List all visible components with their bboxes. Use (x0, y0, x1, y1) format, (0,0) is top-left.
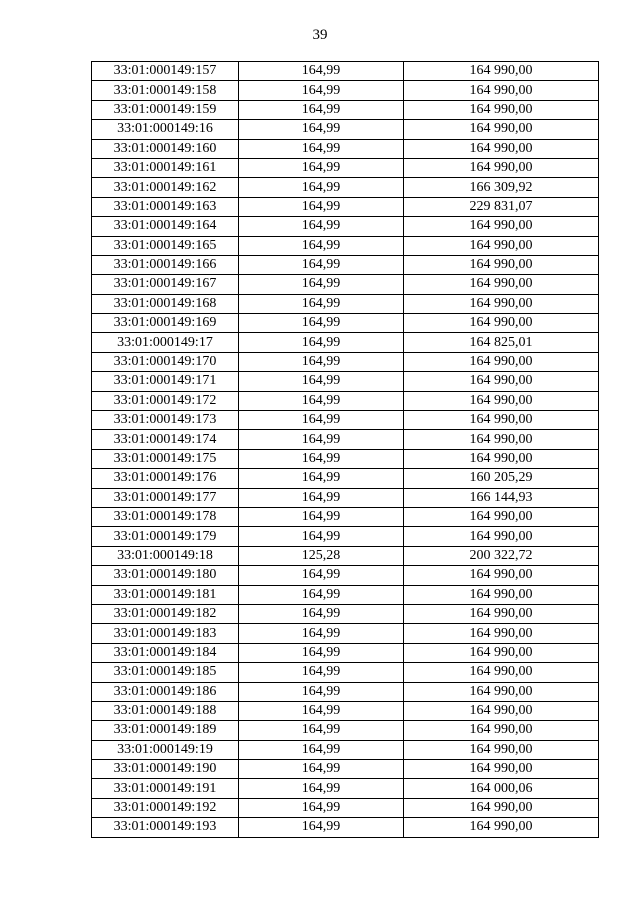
cadastral-number-cell: 33:01:000149:161 (92, 158, 239, 177)
cadastral-number-cell: 33:01:000149:178 (92, 507, 239, 526)
cadastral-number-cell: 33:01:000149:190 (92, 760, 239, 779)
area-cell: 164,99 (239, 798, 404, 817)
value-cell: 166 144,93 (404, 488, 599, 507)
cadastral-number-cell: 33:01:000149:181 (92, 585, 239, 604)
area-cell: 125,28 (239, 546, 404, 565)
value-cell: 164 990,00 (404, 585, 599, 604)
area-cell: 164,99 (239, 236, 404, 255)
table-row (92, 178, 599, 197)
cadastral-number-cell: 33:01:000149:188 (92, 701, 239, 720)
table-row (92, 798, 599, 817)
area-cell: 164,99 (239, 197, 404, 216)
area-cell: 164,99 (239, 818, 404, 837)
table-row (92, 81, 599, 100)
value-cell: 164 990,00 (404, 236, 599, 255)
area-cell: 164,99 (239, 81, 404, 100)
table-row (92, 721, 599, 740)
area-cell: 164,99 (239, 740, 404, 759)
value-cell: 164 990,00 (404, 411, 599, 430)
table-row (92, 604, 599, 623)
area-cell: 164,99 (239, 391, 404, 410)
cadastral-number-cell: 33:01:000149:184 (92, 643, 239, 662)
area-cell: 164,99 (239, 449, 404, 468)
area-cell: 164,99 (239, 527, 404, 546)
cadastral-number-cell: 33:01:000149:191 (92, 779, 239, 798)
area-cell: 164,99 (239, 604, 404, 623)
cadastral-number-cell: 33:01:000149:166 (92, 255, 239, 274)
table-row (92, 62, 599, 81)
area-cell: 164,99 (239, 275, 404, 294)
cadastral-number-cell: 33:01:000149:182 (92, 604, 239, 623)
value-cell: 164 990,00 (404, 100, 599, 119)
cadastral-number-cell: 33:01:000149:183 (92, 624, 239, 643)
area-cell: 164,99 (239, 779, 404, 798)
cadastral-number-cell: 33:01:000149:173 (92, 411, 239, 430)
table-row (92, 120, 599, 139)
area-cell: 164,99 (239, 294, 404, 313)
area-cell: 164,99 (239, 314, 404, 333)
table-body (92, 62, 599, 838)
cadastral-number-cell: 33:01:000149:167 (92, 275, 239, 294)
area-cell: 164,99 (239, 624, 404, 643)
area-cell: 164,99 (239, 255, 404, 274)
table-row (92, 100, 599, 119)
value-cell: 164 990,00 (404, 566, 599, 585)
table-row (92, 411, 599, 430)
area-cell: 164,99 (239, 566, 404, 585)
area-cell: 164,99 (239, 120, 404, 139)
value-cell: 164 990,00 (404, 818, 599, 837)
cadastral-number-cell: 33:01:000149:19 (92, 740, 239, 759)
area-cell: 164,99 (239, 760, 404, 779)
table-row (92, 546, 599, 565)
value-cell: 164 990,00 (404, 139, 599, 158)
cadastral-number-cell: 33:01:000149:160 (92, 139, 239, 158)
table-row (92, 488, 599, 507)
cadastral-number-cell: 33:01:000149:168 (92, 294, 239, 313)
table-row (92, 352, 599, 371)
cadastral-number-cell: 33:01:000149:18 (92, 546, 239, 565)
value-cell: 164 990,00 (404, 760, 599, 779)
table-row (92, 255, 599, 274)
table-row (92, 314, 599, 333)
area-cell: 164,99 (239, 430, 404, 449)
table-row (92, 701, 599, 720)
cadastral-number-cell: 33:01:000149:163 (92, 197, 239, 216)
value-cell: 164 990,00 (404, 663, 599, 682)
cadastral-number-cell: 33:01:000149:165 (92, 236, 239, 255)
area-cell: 164,99 (239, 158, 404, 177)
table-row (92, 643, 599, 662)
table-row (92, 294, 599, 313)
cadastral-number-cell: 33:01:000149:186 (92, 682, 239, 701)
value-cell: 200 322,72 (404, 546, 599, 565)
table-row (92, 449, 599, 468)
cadastral-number-cell: 33:01:000149:193 (92, 818, 239, 837)
cadastral-number-cell: 33:01:000149:171 (92, 372, 239, 391)
table-row (92, 391, 599, 410)
area-cell: 164,99 (239, 701, 404, 720)
area-cell: 164,99 (239, 139, 404, 158)
area-cell: 164,99 (239, 585, 404, 604)
cadastral-number-cell: 33:01:000149:180 (92, 566, 239, 585)
value-cell: 164 825,01 (404, 333, 599, 352)
table-row (92, 740, 599, 759)
cadastral-number-cell: 33:01:000149:158 (92, 81, 239, 100)
value-cell: 166 309,92 (404, 178, 599, 197)
value-cell: 164 990,00 (404, 391, 599, 410)
cadastral-number-cell: 33:01:000149:164 (92, 217, 239, 236)
cadastral-number-cell: 33:01:000149:162 (92, 178, 239, 197)
table-row (92, 663, 599, 682)
table-row (92, 469, 599, 488)
area-cell: 164,99 (239, 100, 404, 119)
area-cell: 164,99 (239, 333, 404, 352)
area-cell: 164,99 (239, 721, 404, 740)
area-cell: 164,99 (239, 682, 404, 701)
value-cell: 164 990,00 (404, 721, 599, 740)
cadastral-number-cell: 33:01:000149:170 (92, 352, 239, 371)
cadastral-number-cell: 33:01:000149:175 (92, 449, 239, 468)
table-row (92, 585, 599, 604)
table-row (92, 275, 599, 294)
cadastral-number-cell: 33:01:000149:192 (92, 798, 239, 817)
area-cell: 164,99 (239, 488, 404, 507)
table-row (92, 139, 599, 158)
table-row (92, 197, 599, 216)
value-cell: 164 990,00 (404, 217, 599, 236)
cadastral-number-cell: 33:01:000149:157 (92, 62, 239, 81)
table-row (92, 236, 599, 255)
value-cell: 164 990,00 (404, 430, 599, 449)
value-cell: 164 990,00 (404, 740, 599, 759)
table-row (92, 333, 599, 352)
table-row (92, 818, 599, 837)
cadastral-number-cell: 33:01:000149:185 (92, 663, 239, 682)
value-cell: 164 990,00 (404, 275, 599, 294)
value-cell: 164 990,00 (404, 507, 599, 526)
area-cell: 164,99 (239, 372, 404, 391)
area-cell: 164,99 (239, 469, 404, 488)
cadastral-number-cell: 33:01:000149:16 (92, 120, 239, 139)
area-cell: 164,99 (239, 178, 404, 197)
value-cell: 164 990,00 (404, 682, 599, 701)
cadastral-number-cell: 33:01:000149:169 (92, 314, 239, 333)
area-cell: 164,99 (239, 217, 404, 236)
area-cell: 164,99 (239, 411, 404, 430)
area-cell: 164,99 (239, 663, 404, 682)
value-cell: 164 990,00 (404, 158, 599, 177)
table-row (92, 779, 599, 798)
cadastral-number-cell: 33:01:000149:159 (92, 100, 239, 119)
value-cell: 164 990,00 (404, 314, 599, 333)
table-row (92, 527, 599, 546)
cadastral-number-cell: 33:01:000149:189 (92, 721, 239, 740)
value-cell: 164 990,00 (404, 798, 599, 817)
value-cell: 164 990,00 (404, 643, 599, 662)
table-row (92, 624, 599, 643)
value-cell: 229 831,07 (404, 197, 599, 216)
table-row (92, 158, 599, 177)
area-cell: 164,99 (239, 352, 404, 371)
table-row (92, 430, 599, 449)
value-cell: 164 000,06 (404, 779, 599, 798)
value-cell: 164 990,00 (404, 62, 599, 81)
table-row (92, 217, 599, 236)
table-row (92, 682, 599, 701)
area-cell: 164,99 (239, 643, 404, 662)
value-cell: 164 990,00 (404, 294, 599, 313)
value-cell: 164 990,00 (404, 624, 599, 643)
value-cell: 160 205,29 (404, 469, 599, 488)
value-cell: 164 990,00 (404, 255, 599, 274)
value-cell: 164 990,00 (404, 701, 599, 720)
cadastral-number-cell: 33:01:000149:17 (92, 333, 239, 352)
table-row (92, 507, 599, 526)
cadastral-number-cell: 33:01:000149:174 (92, 430, 239, 449)
value-cell: 164 990,00 (404, 604, 599, 623)
page-number: 39 (312, 27, 328, 43)
value-cell: 164 990,00 (404, 352, 599, 371)
value-cell: 164 990,00 (404, 120, 599, 139)
table-row (92, 566, 599, 585)
table-row (92, 372, 599, 391)
value-cell: 164 990,00 (404, 449, 599, 468)
cadastral-number-cell: 33:01:000149:172 (92, 391, 239, 410)
area-cell: 164,99 (239, 507, 404, 526)
cadastral-number-cell: 33:01:000149:179 (92, 527, 239, 546)
value-cell: 164 990,00 (404, 81, 599, 100)
table-row (92, 760, 599, 779)
cadastral-number-cell: 33:01:000149:177 (92, 488, 239, 507)
area-cell: 164,99 (239, 62, 404, 81)
value-cell: 164 990,00 (404, 372, 599, 391)
value-cell: 164 990,00 (404, 527, 599, 546)
cadastral-table (91, 61, 599, 838)
cadastral-number-cell: 33:01:000149:176 (92, 469, 239, 488)
